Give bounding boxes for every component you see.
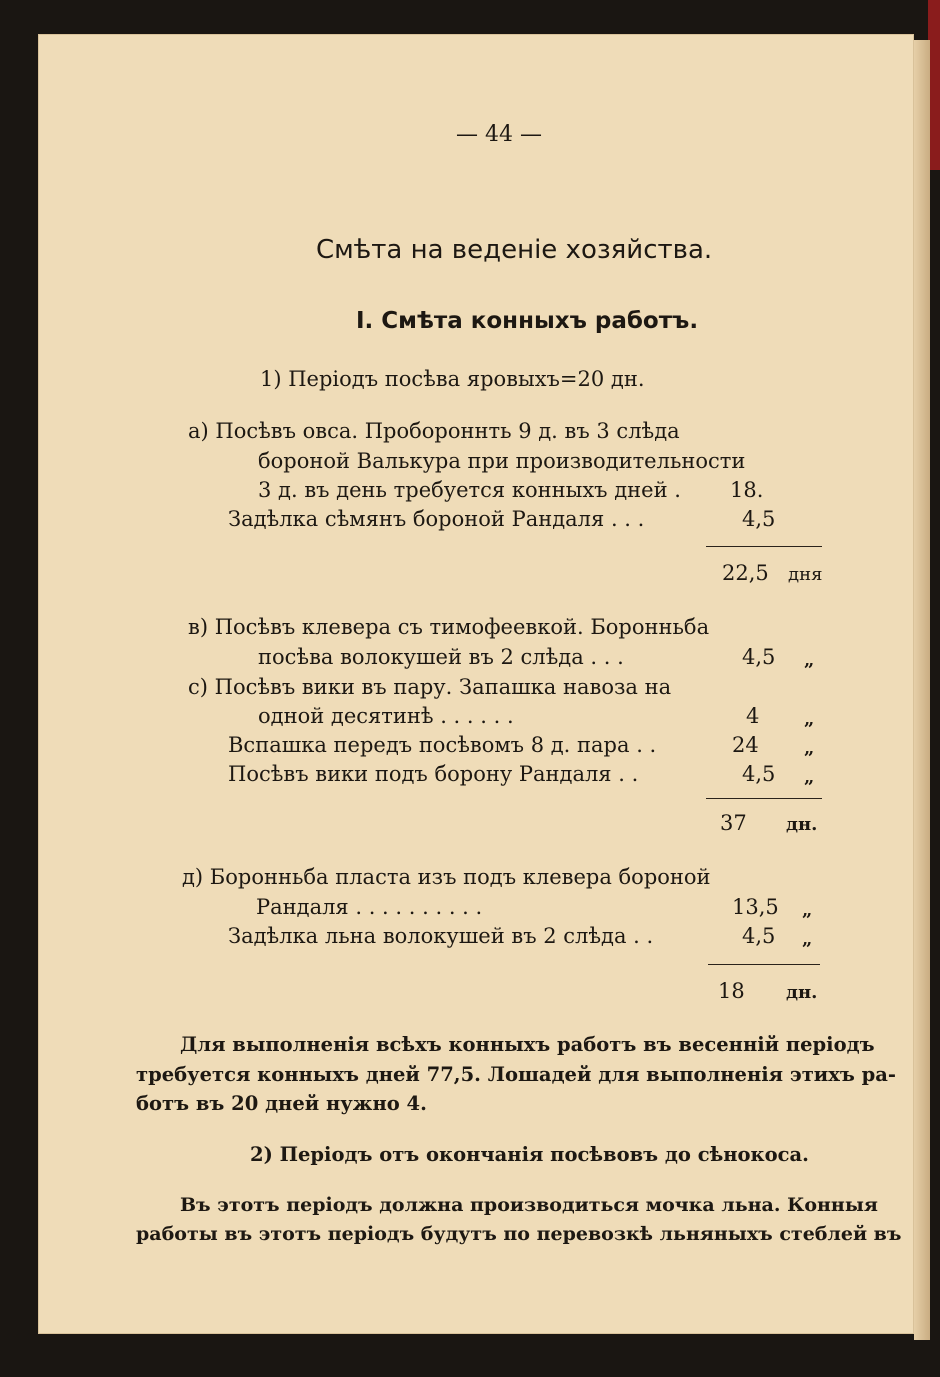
item-d-unit-1: „	[802, 900, 813, 921]
item-b-line-2: посѣва волокушей въ 2 слѣда . . .	[258, 645, 624, 669]
item-d-line-2: Рандаля . . . . . . . . . .	[256, 895, 483, 919]
item-c-total-unit: дн.	[786, 814, 818, 835]
book-page	[38, 34, 914, 1334]
item-d-value-1: 13,5	[732, 895, 779, 919]
item-a-value-1: 18.	[730, 478, 764, 502]
item-c-total: 37	[720, 811, 747, 835]
item-a-line-3: 3 д. въ день требуется конныхъ дней .	[258, 478, 681, 502]
item-b-line-1: в) Посѣвъ клевера съ тимофеевкой. Боронньба	[188, 615, 710, 639]
item-c-line-2: одной десятинѣ . . . . . .	[258, 704, 514, 728]
item-d-total-unit: дн.	[786, 982, 818, 1003]
page-number: — 44 —	[456, 122, 542, 147]
sum-rule-c	[706, 798, 822, 799]
item-c-line-4: Посѣвъ вики подъ борону Рандаля . .	[228, 762, 639, 786]
period2-line-2: работы въ этотъ періодъ будутъ по перевозкѣ льняныхъ стеблей въ	[136, 1223, 902, 1245]
item-c-value-3: 4,5	[742, 762, 776, 786]
item-a-value-2: 4,5	[742, 507, 776, 531]
sum-rule-a	[706, 546, 822, 547]
page-title: Смѣта на веденіе хозяйства.	[316, 235, 713, 265]
period2-heading: 2) Періодъ отъ окончанія посѣвовъ до сѣнокоса.	[250, 1143, 809, 1166]
item-b-unit-1: „	[804, 650, 815, 671]
book-edge	[914, 40, 930, 1340]
item-d-total: 18	[718, 979, 745, 1003]
item-b-value-1: 4,5	[742, 645, 776, 669]
item-c-value-2: 24	[732, 733, 759, 757]
item-c-unit-3: „	[804, 767, 815, 788]
item-d-line-3: Задѣлка льна волокушей въ 2 слѣда . .	[228, 924, 654, 948]
item-d-unit-2: „	[802, 929, 813, 950]
item-c-line-1: c) Посѣвъ вики въ пару. Запашка навоза на	[188, 675, 672, 699]
item-c-unit-2: „	[804, 738, 815, 759]
item-c-value-1: 4	[746, 704, 760, 728]
summary-line-3: ботъ въ 20 дней нужно 4.	[136, 1092, 427, 1115]
period1-heading: 1) Періодъ посѣва яровыхъ=20 дн.	[260, 367, 645, 391]
item-a-line-4: Задѣлка сѣмянъ бороной Рандаля . . .	[228, 507, 645, 531]
sum-rule-d	[708, 964, 820, 965]
item-d-line-1: д) Боронньба пласта изъ подъ клевера бороной	[182, 865, 711, 889]
item-c-line-3: Вспашка передъ посѣвомъ 8 д. пара . .	[228, 733, 657, 757]
item-a-line-1: а) Посѣвъ овса. Пробороннть 9 д. въ 3 слѣда	[188, 419, 680, 443]
period2-line-1: Въ этотъ періодъ должна производиться мочка льна. Конныя	[180, 1194, 878, 1216]
item-a-line-2: бороной Валькура при производительности	[258, 449, 746, 473]
item-d-value-2: 4,5	[742, 924, 776, 948]
item-a-total-unit: дня	[788, 564, 823, 585]
summary-line-2: требуется конныхъ дней 77,5. Лошадей для выполненія этихъ ра-	[136, 1063, 896, 1086]
item-a-total: 22,5	[722, 561, 769, 585]
summary-line-1: Для выполненія всѣхъ конныхъ работъ въ весенній періодъ	[180, 1033, 875, 1056]
section-title: I. Смѣта конныхъ работъ.	[356, 308, 699, 334]
item-c-unit-1: „	[804, 709, 815, 730]
